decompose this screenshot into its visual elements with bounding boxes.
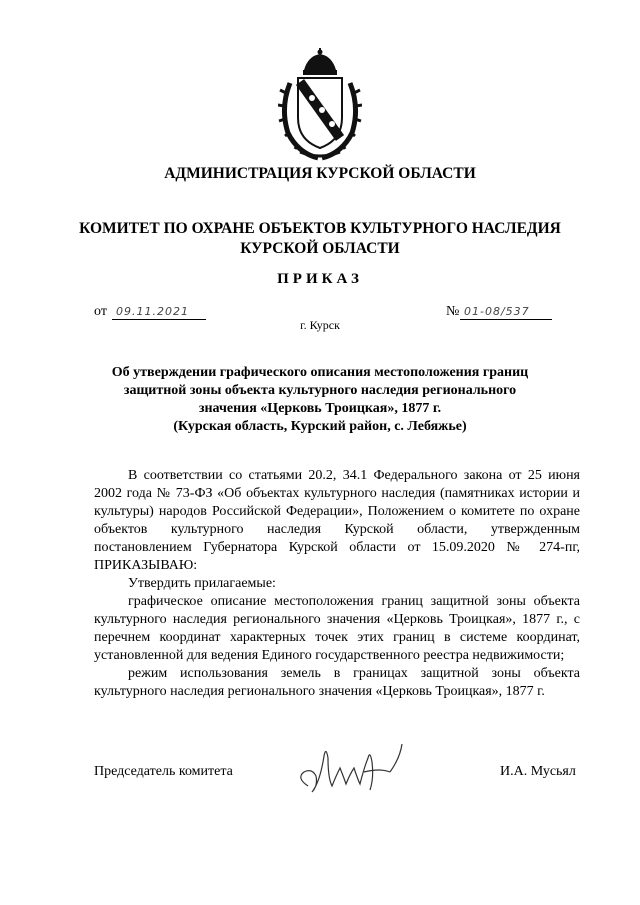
title-line3: значения «Церковь Троицкая», 1877 г. bbox=[198, 401, 442, 416]
coat-of-arms-icon bbox=[278, 48, 362, 163]
signatory-name: И.А. Мусьял bbox=[500, 764, 576, 779]
document-title bbox=[0, 364, 640, 436]
title-line4: (Курская область, Курский район, с. Лебяжье) bbox=[173, 419, 467, 434]
city-label: г. Курск bbox=[300, 318, 340, 332]
title-line2: защитной зоны объекта культурного наследия регионального bbox=[123, 383, 517, 398]
title-line1: Об утверждении графического описания местоположения границ bbox=[111, 365, 529, 380]
committee-heading-line2: КУРСКОЙ ОБЛАСТИ bbox=[240, 240, 400, 257]
handwritten-signature bbox=[290, 738, 410, 798]
body-paragraph: Утвердить прилагаемые: bbox=[128, 576, 276, 591]
body-paragraph: В соответствии со статьями 20.2, 34.1 Федерального закона от 25 июня 2002 года № 73-ФЗ «Об объектах культурного наследия (памятниках истории и культуры) народов Российской Федерации», Положением о комитете по охране объектов культурного наследия Курской области, утвержденным постановлением Губернатора Курской области от 15.09.2020 № 274-пг, ПРИКАЗЫВАЮ: bbox=[94, 468, 580, 573]
document-body bbox=[94, 467, 580, 701]
date-prefix: от bbox=[94, 304, 107, 319]
body-paragraph: графическое описание местоположения границ защитной зоны объекта культурного наследия регионального значения «Церковь Троицкая», 1877 г., с перечнем координат характерных точек этих границ в системе координат, установленной для ведения Единого государственного реестра недвижимости; bbox=[94, 594, 580, 663]
document-type: ПРИКАЗ bbox=[277, 271, 363, 287]
body-paragraph: режим использования земель в границах защитной зоны объекта культурного наследия регионального значения «Церковь Троицкая», 1877 г. bbox=[94, 666, 580, 699]
signatory-position: Председатель комитета bbox=[94, 764, 233, 779]
administration-heading: АДМИНИСТРАЦИЯ КУРСКОЙ ОБЛАСТИ bbox=[164, 165, 476, 182]
number-prefix: № bbox=[446, 304, 460, 319]
committee-heading bbox=[0, 219, 640, 259]
date-value: 09.11.2021 bbox=[116, 305, 189, 318]
committee-heading-line1: КОМИТЕТ ПО ОХРАНЕ ОБЪЕКТОВ КУЛЬТУРНОГО НАСЛЕДИЯ bbox=[79, 220, 561, 237]
number-value: 01-08/537 bbox=[464, 305, 530, 318]
